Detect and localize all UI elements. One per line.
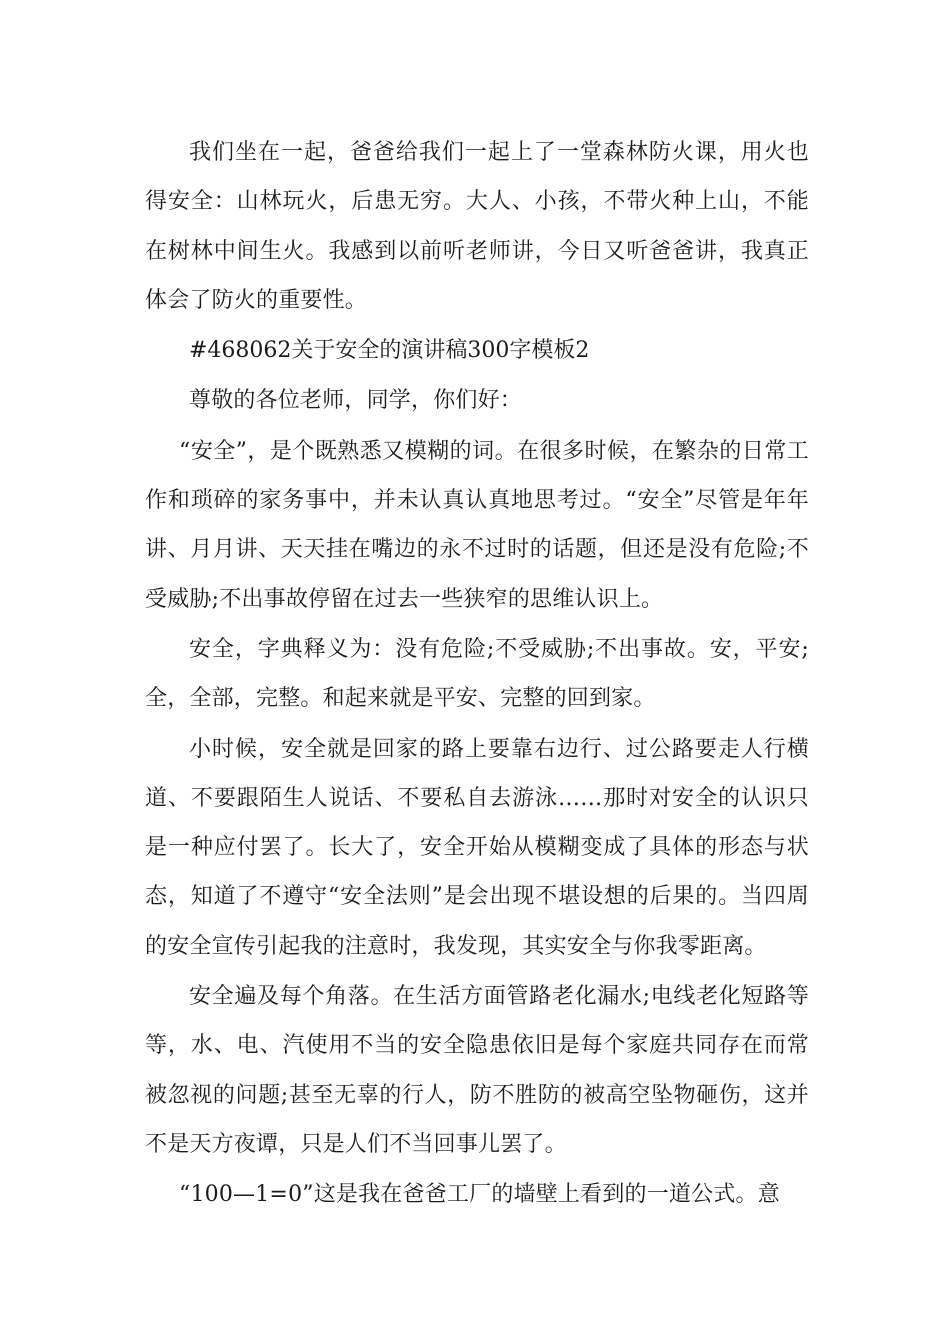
paragraph-forest-fire-lesson: 我们坐在一起，爸爸给我们一起上了一堂森林防火课，用火也得安全：山林玩火，后患无穷。大人、小孩，不带火种上山，不能在树林中间生火。我感到以前听老师讲，今日又听爸爸讲，我真正体会了防火的重要性。	[145, 140, 809, 313]
document-body	[145, 128, 809, 1221]
speech-title: #468062关于安全的演讲稿300字模板2	[189, 338, 590, 364]
paragraph-everywhere: 安全遍及每个角落。在生活方面管路老化漏水;电线老化短路等等，水、电、汽使用不当的安全隐患依旧是每个家庭共同存在而常被忽视的问题;甚至无辜的行人，防不胜防的被高空坠物砸伤，这并不是天方夜谭，只是人们不当回事儿罢了。	[145, 984, 809, 1157]
salutation: 尊敬的各位老师，同学，你们好：	[189, 388, 523, 414]
paragraph-formula: “100—1=0”这是我在爸爸工厂的墙壁上看到的一道公式。意	[179, 1182, 780, 1208]
paragraph-childhood: 小时候，安全就是回家的路上要靠右边行、过公路要走人行横道、不要跟陌生人说话、不要私自去游泳……那时对安全的认识只是一种应付罢了。长大了，安全开始从模糊变成了具体的形态与状态，知道了不遵守“安全法则”是会出现不堪设想的后果的。当四周的安全宣传引起我的注意时，我发现，其实安全与你我零距离。	[145, 736, 809, 959]
paragraph-dictionary-definition: 安全，字典释义为：没有危险;不受威胁;不出事故。安，平安;全，全部，完整。和起来就是平安、完整的回到家。	[145, 636, 809, 712]
paragraph-safety-word: “安全”，是个既熟悉又模糊的词。在很多时候，在繁杂的日常工作和琐碎的家务事中，并未认真认真地思考过。“安全”尽管是年年讲、月月讲、天天挂在嘴边的永不过时的话题，但还是没有危险;不受威胁;不出事故停留在过去一些狭窄的思维认识上。	[145, 438, 809, 612]
